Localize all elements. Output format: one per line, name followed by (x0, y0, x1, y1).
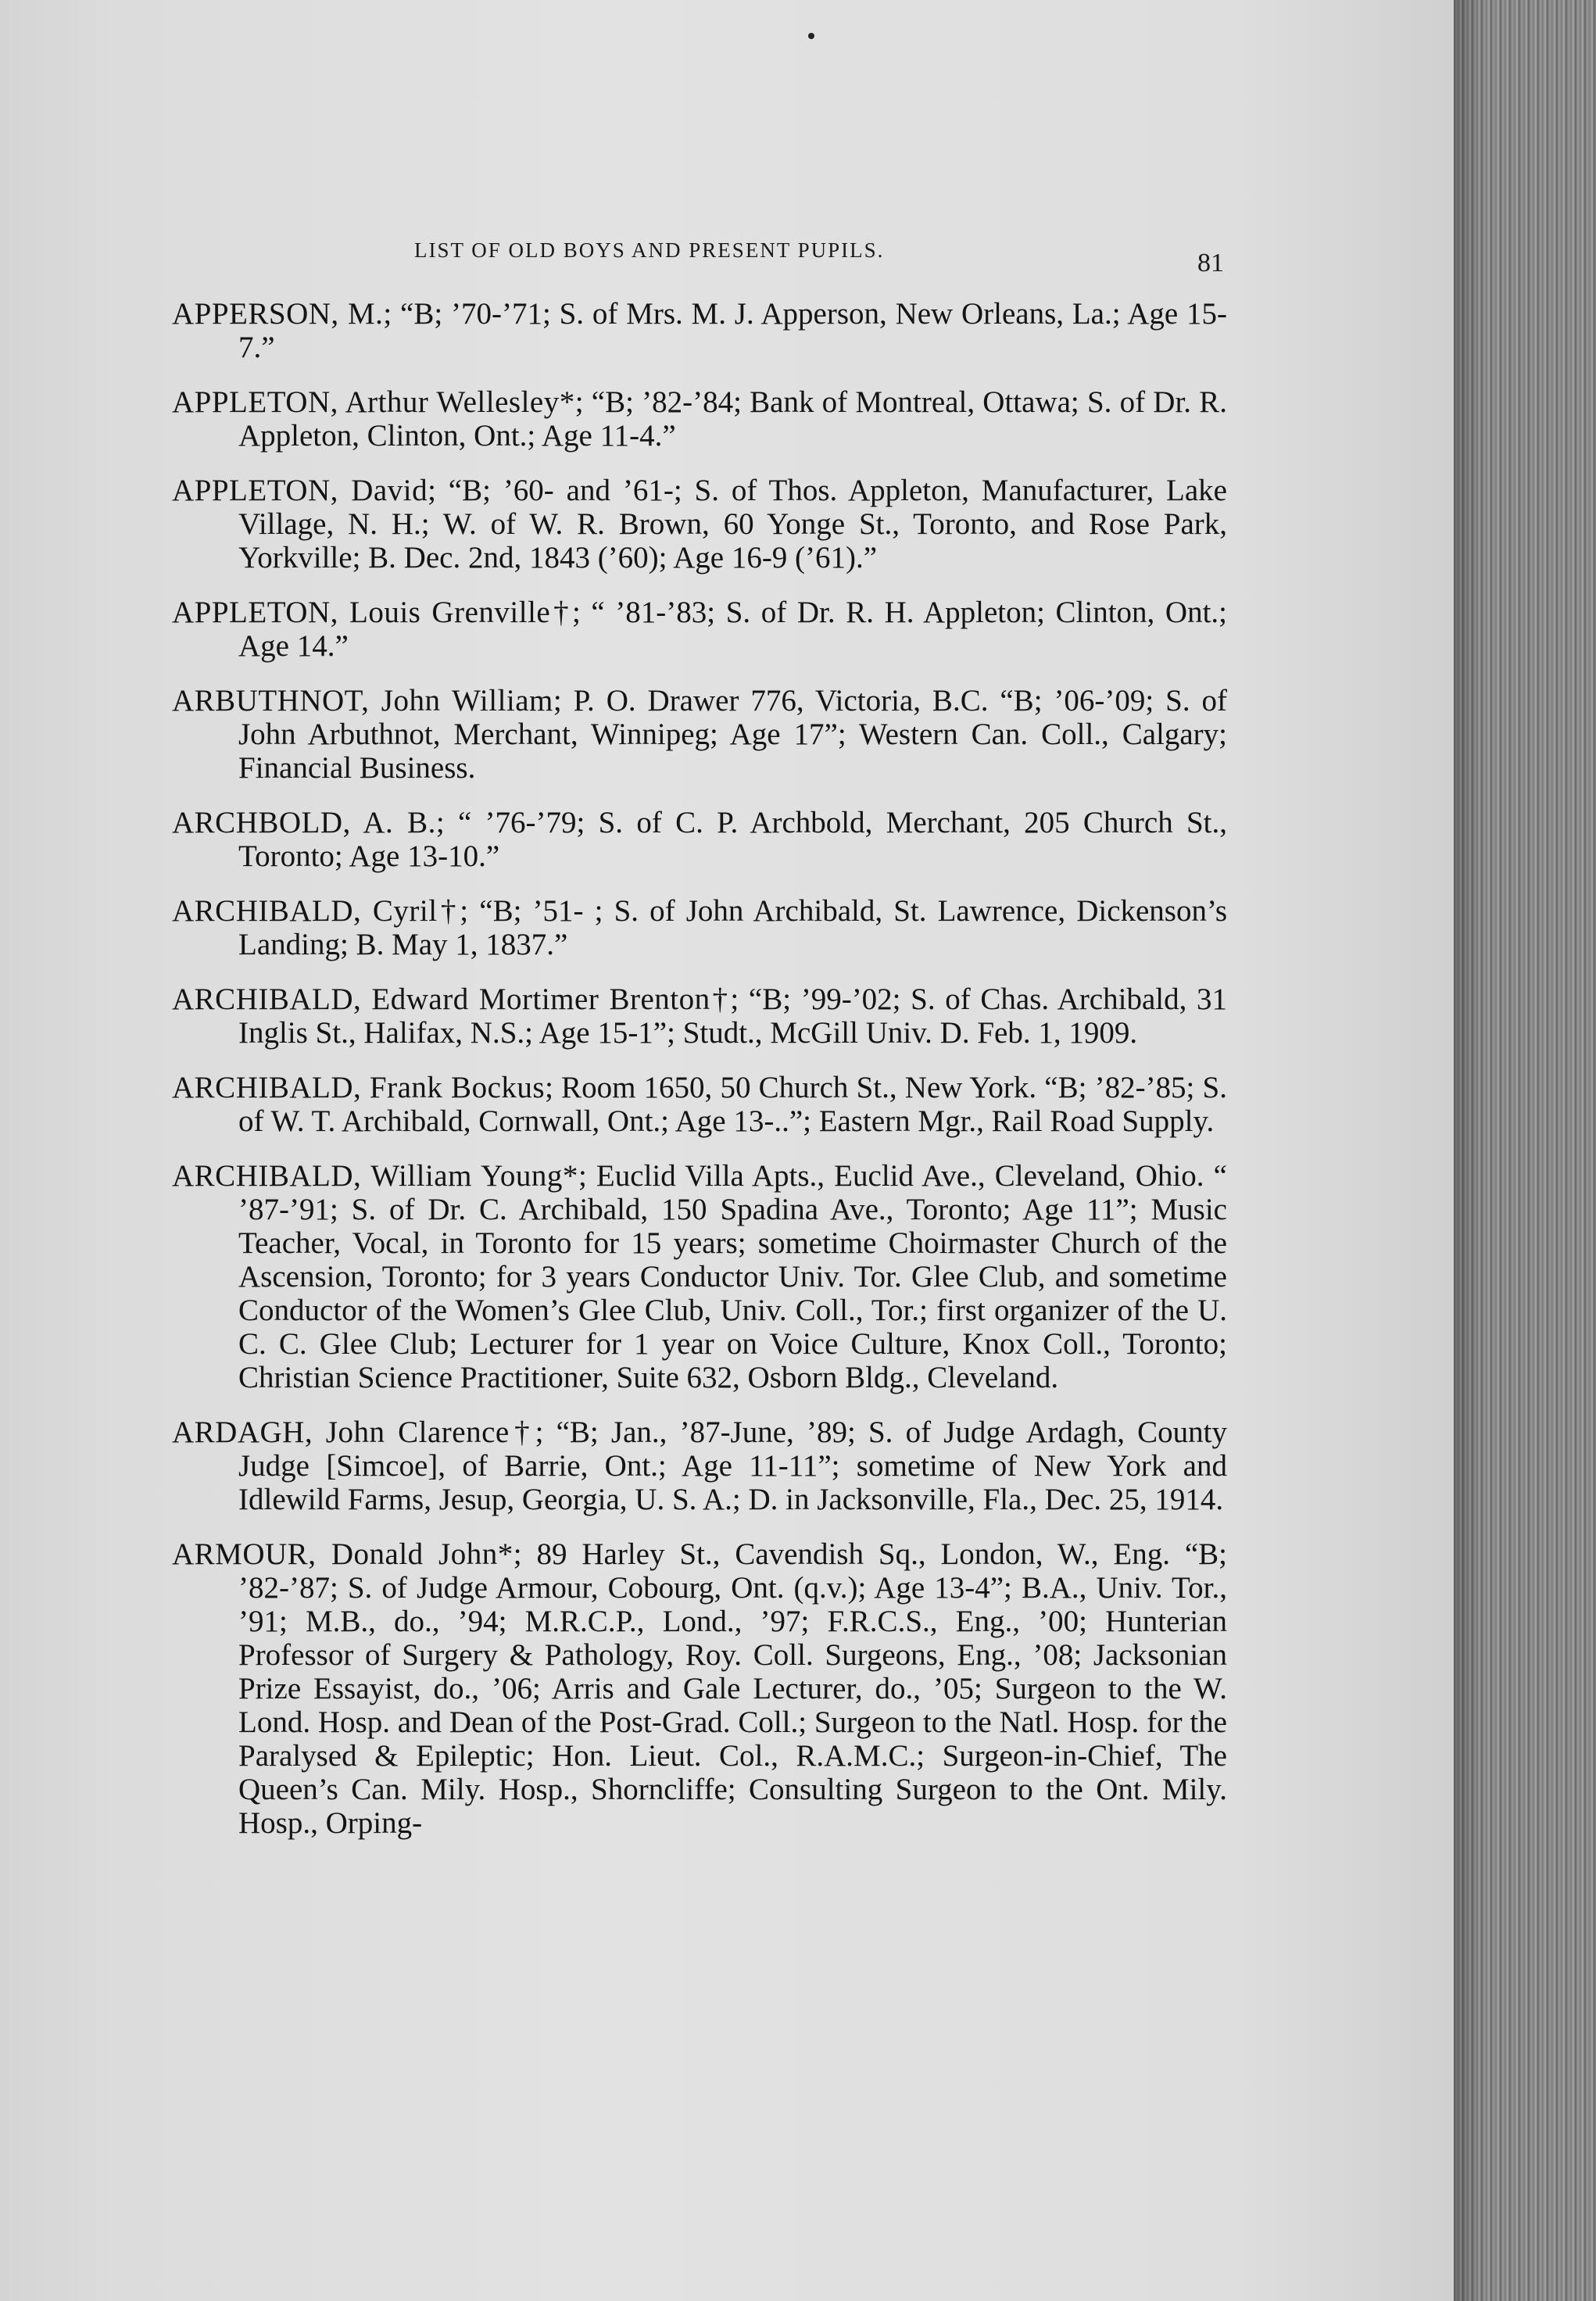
entry-arbuthnot-john (172, 684, 1227, 785)
entry-archibald-cyril (172, 894, 1227, 961)
entry-name: ARCHBOLD, A. B. (172, 806, 436, 839)
entry-archibald-edward (172, 982, 1227, 1050)
entry-text: ; “ ’76-’79; S. of C. P. Archbold, Merchant, 205 Church St., Toronto; Age 13-10.” (238, 806, 1227, 873)
entry-appleton-louis (172, 596, 1227, 663)
page-number: 81 (1197, 249, 1224, 277)
entry-archbold-ab (172, 806, 1227, 873)
entry-name: APPLETON, David (172, 474, 428, 507)
ink-speck (808, 33, 814, 39)
entry-text: ; “B; ’60- and ’61-; S. of Thos. Appleton, Manufacturer, Lake Village, N. H.; W. of W. R. Brown, 60 Yonge St., Toronto, and Rose Park, Yorkville; B. Dec. 2nd, 1843 (’60); Age 16-9 (’61).” (238, 474, 1227, 574)
entry-name: ARCHIBALD, Edward Mortimer Brenton† (172, 982, 731, 1016)
entry-archibald-frank (172, 1071, 1227, 1138)
entry-text: ; P. O. Drawer 776, Victoria, B.C. “B; ’06-’09; S. of John Arbuthnot, Merchant, Winnipeg; Age 17”; Western Can. Coll., Calgary; Financial Business. (238, 684, 1228, 785)
entry-text: ; “B; ’82-’84; Bank of Montreal, Ottawa; S. of Dr. R. Appleton, Clinton, Ont.; Age 11-4.” (238, 385, 1228, 453)
entry-archibald-william (172, 1159, 1227, 1394)
entry-text: ; “ ’81-’83; S. of Dr. R. H. Appleton; Clinton, Ont.; Age 14.” (238, 596, 1227, 663)
entry-name: APPLETON, Arthur Wellesley* (172, 385, 575, 419)
entry-name: APPERSON, M. (172, 297, 384, 331)
entry-name: ARMOUR, Donald John* (172, 1537, 514, 1571)
gutter-shadow (1454, 0, 1485, 2301)
entry-text: ; 89 Harley St., Cavendish Sq., London, W., Eng. “B; ’82-’87; S. of Judge Armour, Cobourg, Ont. (q.v.); Age 13-4”; B.A., Univ. Tor., ’91; M.B., do., ’94; M.R.C.P., Lond., ’97; F.R.C.S., Eng., ’00; Hunterian Professor of Surgery & Pathology, Roy. Coll. Surgeons, Eng., ’08; Jacksonian Prize Essayist, do., ’06; Arris and Gale Lecturer, do., ’05; Surgeon to the W. Lond. Hosp. and Dean of the Post-Grad. Coll.; Surgeon to the Natl. Hosp. for the Paralysed & Epileptic; Hon. Lieut. Col., R.A.M.C.; Surgeon-in-Chief, The Queen’s Can. Mily. Hosp., Shorncliffe; Consulting Surgeon to the Ont. Mily. Hosp., Orping- (238, 1537, 1228, 1840)
entry-ardagh-john (172, 1415, 1227, 1516)
entry-name: APPLETON, Louis Grenville† (172, 596, 572, 629)
entry-name: ARCHIBALD, Cyril† (172, 894, 460, 928)
entry-armour-donald (172, 1537, 1227, 1840)
entry-name: ARCHIBALD, Frank Bockus (172, 1071, 546, 1104)
entry-text: ; “B; ’51- ; S. of John Archibald, St. Lawrence, Dickenson’s Landing; B. May 1, 1837.” (238, 894, 1227, 961)
entry-text: ; Euclid Villa Apts., Euclid Ave., Cleveland, Ohio. “ ’87-’91; S. of Dr. C. Archibald, 150 Spadina Ave., Toronto; Age 11”; Music Teacher, Vocal, in Toronto for 15 years; sometime Choirmaster Church of the Ascension, Toronto; for 3 years Conductor Univ. Tor. Glee Club, and sometime Conductor of the Women’s Glee Club, Univ. Coll., Tor.; first organizer of the U. C. C. Glee Club; Lecturer for 1 year on Voice Culture, Knox Coll., Toronto; Christian Science Practitioner, Suite 632, Osborn Bldg., Cleveland. (238, 1159, 1227, 1394)
entry-text: ; “B; ’70-’71; S. of Mrs. M. J. Apperson, New Orleans, La.; Age 15-7.” (238, 297, 1227, 364)
entry-appleton-arthur (172, 385, 1227, 453)
entry-name: ARCHIBALD, William Young* (172, 1159, 578, 1193)
entry-text: ; “B; Jan., ’87-June, ’89; S. of Judge Ardagh, County Judge [Simcoe], of Barrie, Ont.; Age 11-11”; sometime of New York and Idlewild Farms, Jesup, Georgia, U. S. A.; D. in Jacksonville, Fla., Dec. 25, 1914. (238, 1415, 1228, 1516)
entry-apperson-m (172, 297, 1227, 364)
entry-name: ARDAGH, John Clarence† (172, 1415, 535, 1449)
entry-text: ; Room 1650, 50 Church St., New York. “B; ’82-’85; S. of W. T. Archibald, Cornwall, Ont.; Age 13-..”; Eastern Mgr., Rail Road Supply. (238, 1071, 1227, 1138)
running-head: LIST OF OLD BOYS AND PRESENT PUPILS. (414, 238, 885, 262)
entries-list (172, 297, 1227, 1861)
entry-text: ; “B; ’99-’02; S. of Chas. Archibald, 31 Inglis St., Halifax, N.S.; Age 15-1”; Studt., McGill Univ. D. Feb. 1, 1909. (238, 982, 1227, 1050)
entry-appleton-david (172, 474, 1227, 574)
entry-name: ARBUTHNOT, John William (172, 684, 553, 717)
